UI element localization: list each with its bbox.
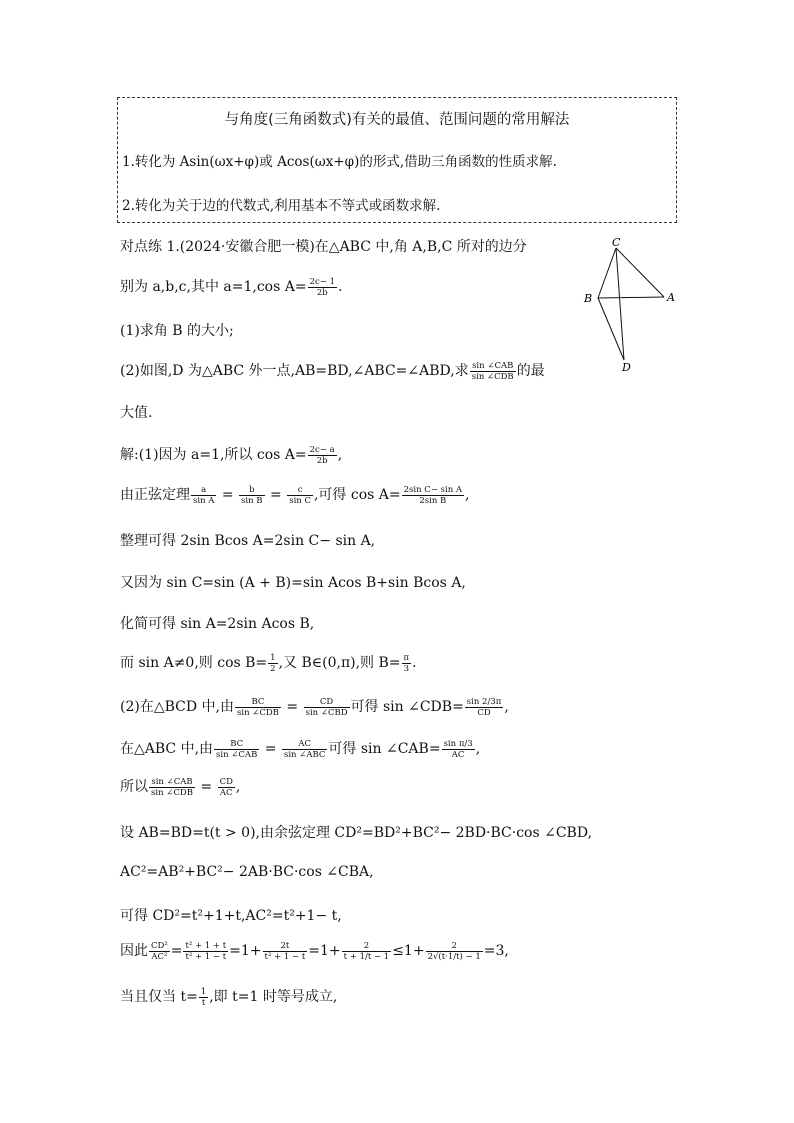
triangle-figure [578, 236, 688, 376]
problem-part-2: (2)如图,D 为△ABC 外一点,AB=BD,∠ABC=∠ABD,求 $\frac{\text{sin ∠CAB}}{\text{sin ∠CDB}}$ 的最 [120, 360, 545, 382]
fraction: $\frac{\text{sin π/3}}{AC}$ [443, 738, 473, 760]
edge-BA [598, 297, 664, 298]
fraction: $\frac{\pi}{3}$ [403, 652, 410, 674]
fraction: $\frac{\text{sin ∠CAB}}{\text{sin ∠CDB}}$ [151, 776, 193, 798]
fraction: $\frac{1}{2}$ [270, 652, 276, 674]
problem-part-1: (1)求角 B 的大小; [120, 323, 234, 339]
fraction: $\frac{\text{CD²}}{\text{AC²}}$ [151, 940, 168, 962]
fraction: $\frac{\text{2sin C− sin A}}{\text{2sin B}}$ [403, 484, 463, 506]
solution-line-13: 因此 $\frac{\text{CD²}}{\text{AC²}}$ = $\frac{\text{t² + 1 + t}}{\text{t² + 1 − t}}$ =1+ $\frac{2t}{\text{t² + 1 − t}}$ =1+ $\frac{2}{t + 1/t - 1}$ ≤1+ $\frac{2}{2√(t\cdot 1/t) - 1}$ =3, [120, 940, 509, 962]
edge-CB [598, 248, 616, 298]
fraction: $\frac{BC}{\text{sin ∠CAB}}$ [216, 738, 258, 760]
label-C: C [612, 236, 621, 249]
solution-line-10: 设 AB=BD=t(t > 0),由余弦定理 CD²=BD²+BC²− 2BD·BC·cos ∠CBD, [120, 825, 593, 841]
fraction: $\frac{c}{\text{sin C}}$ [289, 484, 311, 506]
problem-line-1: 对点练 1.(2024·安徽合肥一模)在△ABC 中,角 A,B,C 所对的边分 [120, 239, 527, 255]
method-box [117, 97, 677, 223]
solution-line-9: 所以 $\frac{\text{sin ∠CAB}}{\text{sin ∠CDB}}$ = $\frac{CD}{AC}$ , [120, 776, 241, 798]
method-item-1: 1.转化为 Asin(ωx+φ)或 Acos(ωx+φ)的形式,借助三角函数的性质求解. [122, 154, 557, 170]
fraction: $\frac{b}{\text{sin B}}$ [241, 484, 263, 506]
fraction: $\frac{BC}{\text{sin ∠CDB}}$ [236, 696, 279, 718]
solution-line-1: 解:(1)因为 a=1,所以 cos A= $\frac{2c- a}{2b}$ , [120, 444, 343, 466]
solution-line-3: 整理可得 2sin Bcos A=2sin C− sin A, [120, 533, 376, 549]
method-title: 与角度(三角函数式)有关的最值、范围问题的常用解法 [224, 112, 570, 128]
fraction: $\frac{CD}{AC}$ [219, 776, 233, 798]
fraction: $\frac{2}{t + 1/t - 1}$ [343, 940, 390, 962]
fraction: $\frac{CD}{\text{sin ∠CBD}}$ [305, 696, 348, 718]
fraction: $\frac{1}{t}$ [200, 986, 207, 1008]
solution-line-5: 化简可得 sin A=2sin Acos B, [120, 616, 315, 632]
fraction: $\frac{AC}{\text{sin ∠ABC}}$ [283, 738, 326, 760]
solution-line-6: 而 sin A≠0,则 cos B= $\frac{1}{2}$ ,又 B∈(0,π),则 B= $\frac{\pi}{3}$ . [120, 652, 417, 674]
problem-part-2-cont: 大值. [120, 405, 153, 421]
solution-line-4: 又因为 sin C=sin (A + B)=sin Acos B+sin Bcos A, [120, 575, 466, 591]
fraction: $\frac{2}{2√(t\cdot 1/t) - 1}$ [427, 940, 481, 962]
solution-line-8: 在△ABC 中,由 $\frac{BC}{\text{sin ∠CAB}}$ = $\frac{AC}{\text{sin ∠ABC}}$ 可得 sin ∠CAB= $\frac{\text{sin π/3}}{AC}$ , [120, 738, 481, 760]
fraction: $\frac{\sin 2/3\pi}{CD}$ [466, 696, 502, 718]
method-item-2: 2.转化为关于边的代数式,利用基本不等式或函数求解. [122, 198, 441, 214]
label-A: A [667, 291, 675, 304]
edge-CA [616, 248, 664, 297]
label-B: B [584, 292, 593, 305]
solution-line-12: 可得 CD²=t²+1+t,AC²=t²+1− t, [120, 908, 342, 924]
solution-line-11: AC²=AB²+BC²− 2AB·BC·cos ∠CBA, [120, 864, 374, 880]
solution-line-7: (2)在△BCD 中,由 $\frac{BC}{\text{sin ∠CDB}}$ = $\frac{CD}{\text{sin ∠CBD}}$ 可得 sin ∠CDB= $\frac{\sin 2/3\pi}{CD}$ , [120, 696, 509, 718]
fraction: $\frac{2t}{\text{t² + 1 − t}}$ [264, 940, 306, 962]
fraction: $\frac{a}{\text{sin A}}$ [193, 484, 215, 506]
solution-line-14: 当且仅当 t= $\frac{1}{t}$ ,即 t=1 时等号成立, [120, 986, 338, 1008]
solution-line-2: 由正弦定理 $\frac{a}{\text{sin A}}$ = $\frac{b}{\text{sin B}}$ = $\frac{c}{\text{sin C}}$ ,可得 cos A= $\frac{\text{2sin C− sin A}}{\text{2sin B}}$ , [120, 484, 470, 506]
label-D: D [622, 361, 631, 374]
fraction: $\frac{\text{sin ∠CAB}}{\text{sin ∠CDB}}$ [471, 360, 514, 382]
fraction: $\frac{2c- 1}{2b}$ [309, 276, 335, 298]
fraction: $\frac{2c- a}{2b}$ [309, 444, 335, 466]
problem-line-2: 别为 a,b,c,其中 a=1,cos A= $\frac{2c- 1}{2b}$ . [120, 276, 343, 298]
fraction: $\frac{\text{t² + 1 + t}}{\text{t² + 1 − t}}$ [185, 940, 227, 962]
